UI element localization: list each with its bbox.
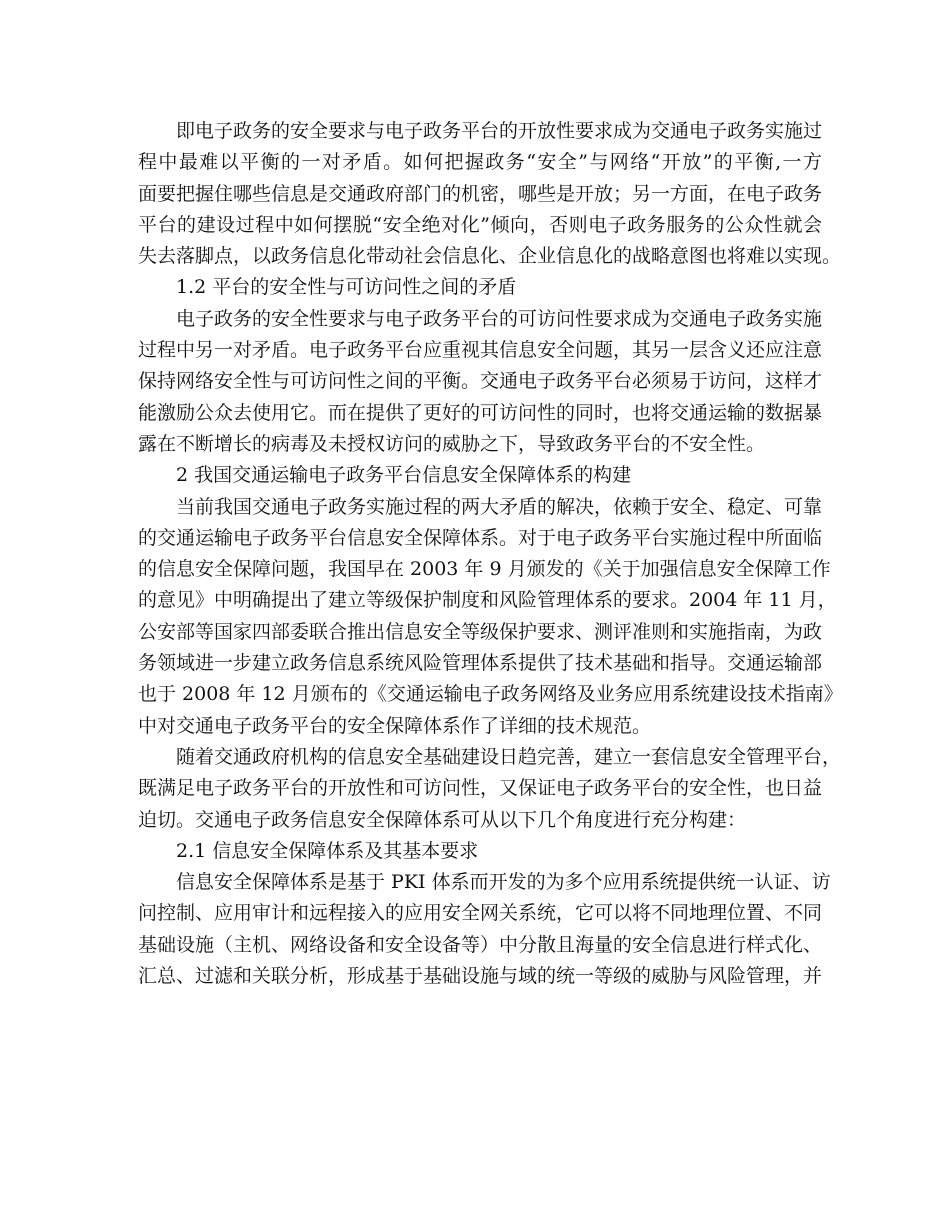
paragraph-line: 既满足电子政务平台的开放性和可访问性，又保证电子政务平台的安全性，也日益 <box>138 777 823 800</box>
paragraph-line: 露在不断增长的病毒及未授权访问的威胁之下，导致政务平台的不安全性。 <box>138 432 766 455</box>
paragraph-line: 中对交通电子政务平台的安全保障体系作了详细的技术规范。 <box>138 714 652 737</box>
paragraph-line: 信息安全保障体系是基于 PKI 体系而开发的为多个应用系统提供统一认证、访 <box>176 871 831 894</box>
paragraph-line: 能激励公众去使用它。而在提供了更好的可访问性的同时，也将交通运输的数据暴 <box>138 401 823 424</box>
section-heading: 2 我国交通运输电子政务平台信息安全保障体系的构建 <box>176 464 632 487</box>
paragraph-line: 电子政务的安全性要求与电子政务平台的可访问性要求成为交通电子政务实施 <box>176 307 823 330</box>
paragraph-line: 务领域进一步建立政务信息系统风险管理体系提供了技术基础和指导。交通运输部 <box>138 652 823 675</box>
paragraph-line: 失去落脚点，以政务信息化带动社会信息化、企业信息化的战略意图也将难以实现。 <box>138 245 842 268</box>
section-heading: 1.2 平台的安全性与可访问性之间的矛盾 <box>176 276 517 299</box>
paragraph-line: 也于 2008 年 12 月颁布的《交通运输电子政务网络及业务应用系统建设技术指南》 <box>138 683 843 706</box>
paragraph-line: 即电子政务的安全要求与电子政务平台的开放性要求成为交通电子政务实施过 <box>176 120 823 142</box>
paragraph-line: 基础设施（主机、网络设备和安全设备等）中分散且海量的安全信息进行样式化、 <box>138 933 823 956</box>
paragraph-line: 的意见》中明确提出了建立等级保护制度和风险管理体系的要求。2004 年 11 月， <box>138 589 837 612</box>
paragraph-line: 问控制、应用审计和远程接入的应用安全网关系统，它可以将不同地理位置、不同 <box>138 902 823 925</box>
paragraph-line: 公安部等国家四部委联合推出信息安全等级保护要求、测评准则和实施指南，为政 <box>138 620 823 643</box>
paragraph-line: 保持网络安全性与可访问性之间的平衡。交通电子政务平台必须易于访问，这样才 <box>138 370 823 393</box>
paragraph-line: 当前我国交通电子政务实施过程的两大矛盾的解决，依赖于安全、稳定、可靠 <box>176 495 823 518</box>
section-heading: 2.1 信息安全保障体系及其基本要求 <box>176 839 479 862</box>
document-page <box>138 116 843 992</box>
paragraph-line: 过程中另一对矛盾。电子政务平台应重视其信息安全问题，其另一层含义还应注意 <box>138 339 823 362</box>
paragraph-line: 面要把握住哪些信息是交通政府部门的机密，哪些是开放；另一方面，在电子政务 <box>138 182 823 205</box>
paragraph-line: 汇总、过滤和关联分析，形成基于基础设施与域的统一等级的威胁与风险管理，并 <box>138 965 823 988</box>
paragraph-line: 的信息安全保障问题，我国早在 2003 年 9 月颁发的《关于加强信息安全保障工作 <box>138 558 831 581</box>
paragraph-line: 迫切。交通电子政务信息安全保障体系可从以下几个角度进行充分构建： <box>138 808 747 831</box>
paragraph-line: 平台的建设过程中如何摆脱“安全绝对化”倾向，否则电子政务服务的公众性就会 <box>138 213 822 236</box>
paragraph-line: 的交通运输电子政务平台信息安全保障体系。对于电子政务平台实施过程中所面临 <box>138 526 823 549</box>
paragraph-line: 程中最难以平衡的一对矛盾。如何把握政务“安全”与网络“开放”的平衡,一方 <box>138 151 822 174</box>
paragraph-line: 随着交通政府机构的信息安全基础建设日趋完善，建立一套信息安全管理平台， <box>176 745 842 768</box>
